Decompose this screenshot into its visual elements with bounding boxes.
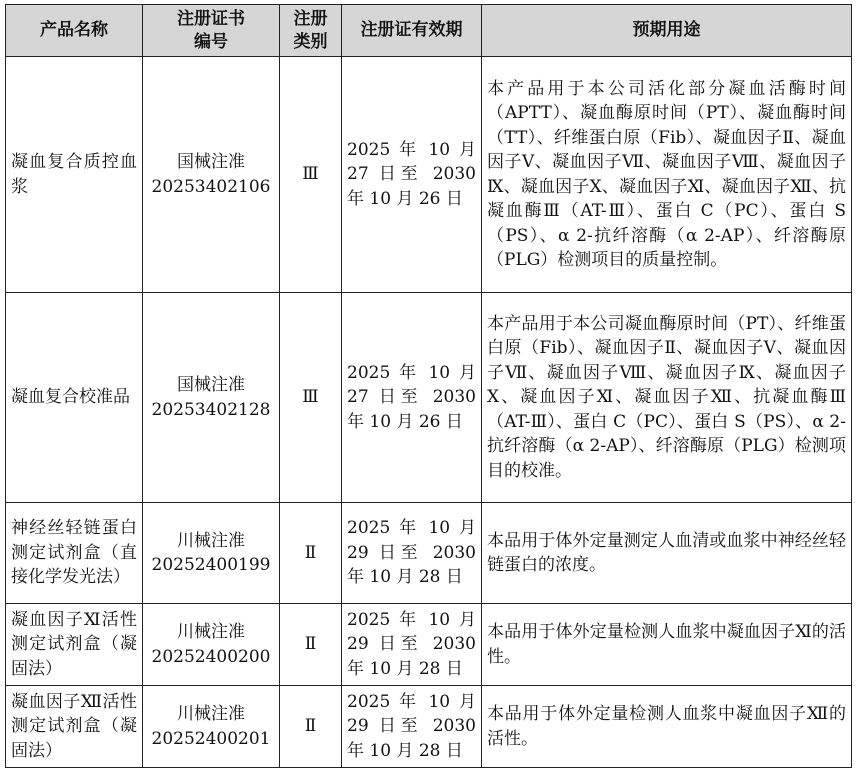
registration-class: Ⅱ <box>280 686 342 768</box>
table-row <box>6 686 852 768</box>
header-validity: 注册证有效期 <box>342 5 482 57</box>
validity-period: 2025 年 10 月 27 日至 2030 年 10 月 26 日 <box>342 293 482 503</box>
cert-number: 川械注准 20252400199 <box>143 503 280 604</box>
validity-period: 2025 年 10 月 27 日至 2030 年 10 月 26 日 <box>342 57 482 293</box>
header-intended-use: 预期用途 <box>482 5 852 57</box>
intended-use: 本产品用于本公司活化部分凝血活酶时间（APTT）、凝血酶原时间（PT）、凝血酶时间（TT）、纤维蛋白原（Fib）、凝血因子Ⅱ、凝血因子Ⅴ、凝血因子Ⅶ、凝血因子Ⅷ、凝血因子Ⅸ、凝血因子Ⅹ、凝血因子Ⅺ、凝血因子Ⅻ、抗凝血酶Ⅲ（AT-Ⅲ）、蛋白 C（PC）、蛋白 S（PS）、α 2-抗纤溶酶（α 2-AP）、纤溶酶原（PLG）检测项目的质量控制。 <box>482 57 852 293</box>
intended-use: 本品用于体外定量检测人血浆中凝血因子Ⅻ的活性。 <box>482 686 852 768</box>
cert-number: 国械注准 20253402128 <box>143 293 280 503</box>
validity-period: 2025 年 10 月 29 日至 2030 年 10 月 28 日 <box>342 686 482 768</box>
product-name: 凝血因子Ⅺ活性测定试剂盒（凝固法） <box>6 604 143 686</box>
header-class: 注册 类别 <box>280 5 342 57</box>
intended-use: 本品用于体外定量检测人血浆中凝血因子Ⅺ的活性。 <box>482 604 852 686</box>
cert-number: 川械注准 20252400200 <box>143 604 280 686</box>
intended-use: 本品用于体外定量测定人血清或血浆中神经丝轻链蛋白的浓度。 <box>482 503 852 604</box>
registration-class: Ⅲ <box>280 293 342 503</box>
registration-class: Ⅱ <box>280 604 342 686</box>
product-name: 凝血因子Ⅻ活性测定试剂盒（凝固法） <box>6 686 143 768</box>
table-row <box>6 503 852 604</box>
registration-class: Ⅲ <box>280 57 342 293</box>
table-row <box>6 57 852 293</box>
product-name: 凝血复合校准品 <box>6 293 143 503</box>
table-row <box>6 604 852 686</box>
intended-use: 本产品用于本公司凝血酶原时间（PT）、纤维蛋白原（Fib）、凝血因子Ⅱ、凝血因子Ⅴ、凝血因子Ⅶ、凝血因子Ⅷ、凝血因子Ⅸ、凝血因子Ⅹ、凝血因子Ⅺ、凝血因子Ⅻ、抗凝血酶Ⅲ（AT-Ⅲ）、蛋白 C（PC）、蛋白 S（PS）、α 2-抗纤溶酶（α 2-AP）、纤溶酶原（PLG）检测项目的校准。 <box>482 293 852 503</box>
cert-number: 国械注准 20253402106 <box>143 57 280 293</box>
product-name: 凝血复合质控血浆 <box>6 57 143 293</box>
header-product-name: 产品名称 <box>6 5 143 57</box>
table-row <box>6 293 852 503</box>
product-name: 神经丝轻链蛋白测定试剂盒（直接化学发光法） <box>6 503 143 604</box>
validity-period: 2025 年 10 月 29 日至 2030 年 10 月 28 日 <box>342 503 482 604</box>
registration-table <box>5 4 852 768</box>
registration-class: Ⅱ <box>280 503 342 604</box>
header-cert-number: 注册证书 编号 <box>143 5 280 57</box>
validity-period: 2025 年 10 月 29 日至 2030 年 10 月 28 日 <box>342 604 482 686</box>
cert-number: 川械注准 20252400201 <box>143 686 280 768</box>
header-row <box>6 5 852 57</box>
